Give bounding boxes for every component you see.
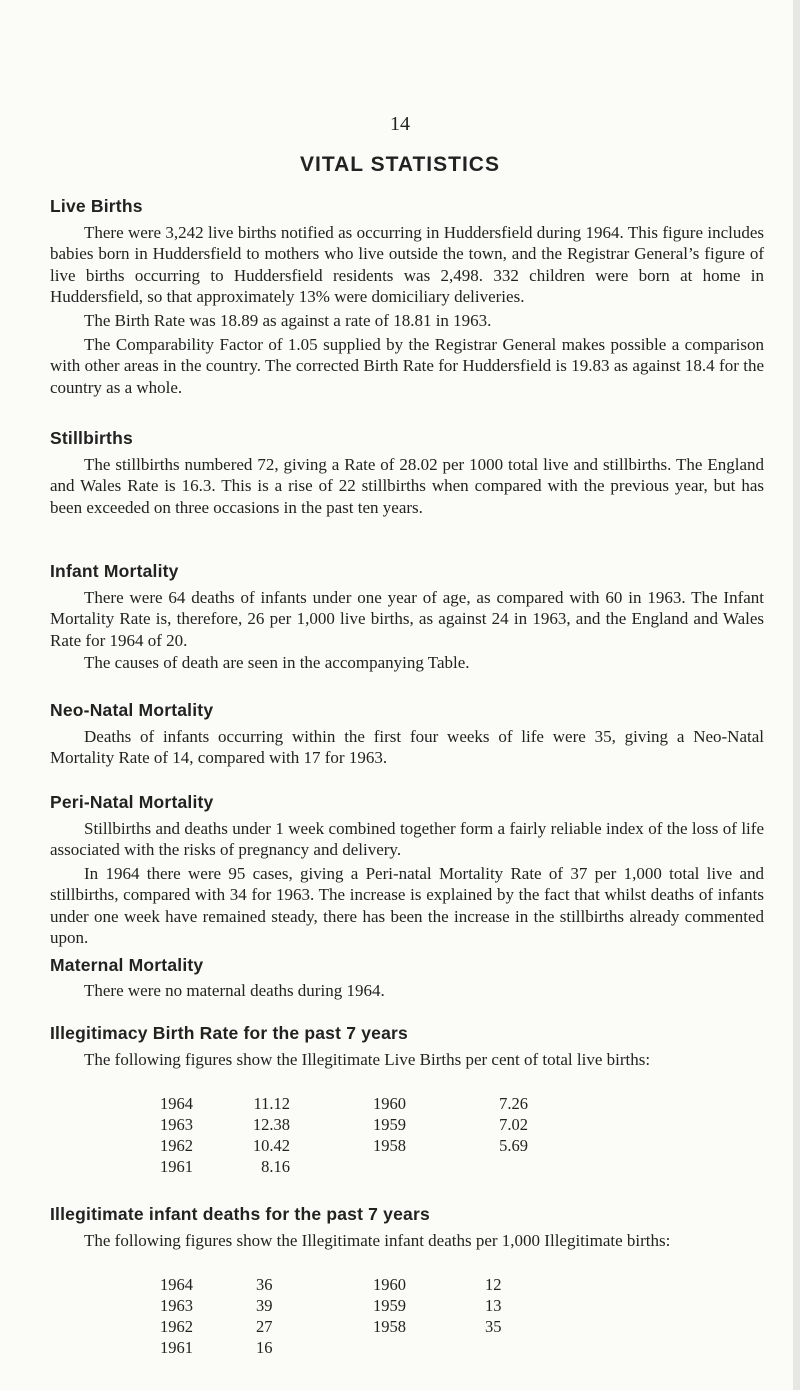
year-cell: 1964 <box>160 1275 193 1294</box>
illegitimate-deaths-table <box>160 1274 580 1358</box>
year-cell: 1959 <box>373 1296 406 1315</box>
year-cell: 1962 <box>160 1136 193 1155</box>
table-row <box>160 1337 580 1358</box>
year-cell: 1961 <box>160 1338 193 1357</box>
year-cell: 1963 <box>160 1296 193 1315</box>
year-cell: 1960 <box>373 1094 406 1113</box>
year-cell: 1959 <box>373 1115 406 1134</box>
rate-cell: 10.42 <box>252 1136 290 1155</box>
count-cell: 35 <box>485 1317 502 1336</box>
count-cell: 39 <box>256 1296 273 1315</box>
illegitimacy-table <box>160 1093 580 1177</box>
count-cell: 16 <box>256 1338 273 1357</box>
paragraph-maternal: There were no maternal deaths during 1964. <box>84 981 385 1000</box>
table-row <box>160 1135 580 1156</box>
heading-neo-natal: Neo-Natal Mortality <box>50 700 214 720</box>
heading-illegitimate-deaths: Illegitimate infant deaths for the past 7 years <box>50 1204 430 1224</box>
year-cell: 1964 <box>160 1094 193 1113</box>
count-cell: 13 <box>485 1296 502 1315</box>
paragraph-live-births-3: The Comparability Factor of 1.05 supplied by the Registrar General makes possible a comparison with other areas in the country. The corrected Birth Rate for Huddersfield is 19.83 as against 18.4 for the country as a whole. <box>50 335 764 397</box>
heading-maternal: Maternal Mortality <box>50 955 204 975</box>
heading-infant-mortality: Infant Mortality <box>50 561 179 581</box>
rate-cell: 8.16 <box>261 1157 290 1176</box>
page-title: VITAL STATISTICS <box>300 153 500 176</box>
table-row <box>160 1093 580 1114</box>
table-row <box>160 1316 580 1337</box>
paragraph-infant-mortality-2: The causes of death are seen in the accompanying Table. <box>84 653 470 672</box>
rate-cell: 5.69 <box>499 1136 528 1155</box>
table-row <box>160 1156 580 1177</box>
rate-cell: 12.38 <box>252 1115 290 1134</box>
paragraph-neo-natal: Deaths of infants occurring within the first four weeks of life were 35, giving a Neo-Natal Mortality Rate of 14, compared with 17 for 1963. <box>50 727 764 768</box>
paragraph-live-births-2: The Birth Rate was 18.89 as against a rate of 18.81 in 1963. <box>84 311 492 330</box>
heading-illegitimacy: Illegitimacy Birth Rate for the past 7 years <box>50 1023 408 1043</box>
table-row <box>160 1295 580 1316</box>
count-cell: 12 <box>485 1275 502 1294</box>
table-row <box>160 1114 580 1135</box>
paragraph-illegitimacy: The following figures show the Illegitimate Live Births per cent of total live births: <box>84 1050 651 1069</box>
count-cell: 27 <box>256 1317 273 1336</box>
year-cell: 1962 <box>160 1317 193 1336</box>
heading-stillbirths: Stillbirths <box>50 428 133 448</box>
paragraph-peri-natal-2: In 1964 there were 95 cases, giving a Peri-natal Mortality Rate of 37 per 1,000 total live and stillbirths, compared with 34 for 1963. The increase is explained by the fact that whilst deaths of infants under one week have remained steady, there has been the increase in the stillbirths already commented upon. <box>50 864 764 947</box>
rate-cell: 11.12 <box>253 1094 290 1113</box>
heading-peri-natal: Peri-Natal Mortality <box>50 792 214 812</box>
paragraph-stillbirths: The stillbirths numbered 72, giving a Rate of 28.02 per 1000 total live and stillbirths. The England and Wales Rate is 16.3. This is a rise of 22 stillbirths when compared with the previous year, but has been exceeded on three occasions in the past ten years. <box>50 455 764 517</box>
year-cell: 1960 <box>373 1275 406 1294</box>
heading-live-births: Live Births <box>50 196 143 216</box>
rate-cell: 7.26 <box>499 1094 528 1113</box>
year-cell: 1958 <box>373 1136 406 1155</box>
paragraph-live-births-1: There were 3,242 live births notified as occurring in Huddersfield during 1964. This figure includes babies born in Huddersfield to mothers who live outside the town, and the Registrar General’s figure of live births occurring to Huddersfield residents was 2,498. 332 children were born at home in Huddersfield, so that approximately 13% were domiciliary deliveries. <box>50 223 764 306</box>
count-cell: 36 <box>256 1275 273 1294</box>
rate-cell: 7.02 <box>499 1115 528 1134</box>
paragraph-infant-mortality-1: There were 64 deaths of infants under one year of age, as compared with 60 in 1963. The Infant Mortality Rate is, therefore, 26 per 1,000 live births, as against 24 in 1963, and the England and Wales Rate for 1964 of 20. <box>50 588 764 650</box>
year-cell: 1963 <box>160 1115 193 1134</box>
page-number: 14 <box>390 113 410 135</box>
page-edge <box>793 0 800 1390</box>
paragraph-illegitimate-deaths: The following figures show the Illegitimate infant deaths per 1,000 Illegitimate births: <box>84 1231 671 1250</box>
paragraph-peri-natal-1: Stillbirths and deaths under 1 week combined together form a fairly reliable index of the loss of life associated with the risks of pregnancy and delivery. <box>50 819 764 860</box>
year-cell: 1958 <box>373 1317 406 1336</box>
table-row <box>160 1274 580 1295</box>
year-cell: 1961 <box>160 1157 193 1176</box>
